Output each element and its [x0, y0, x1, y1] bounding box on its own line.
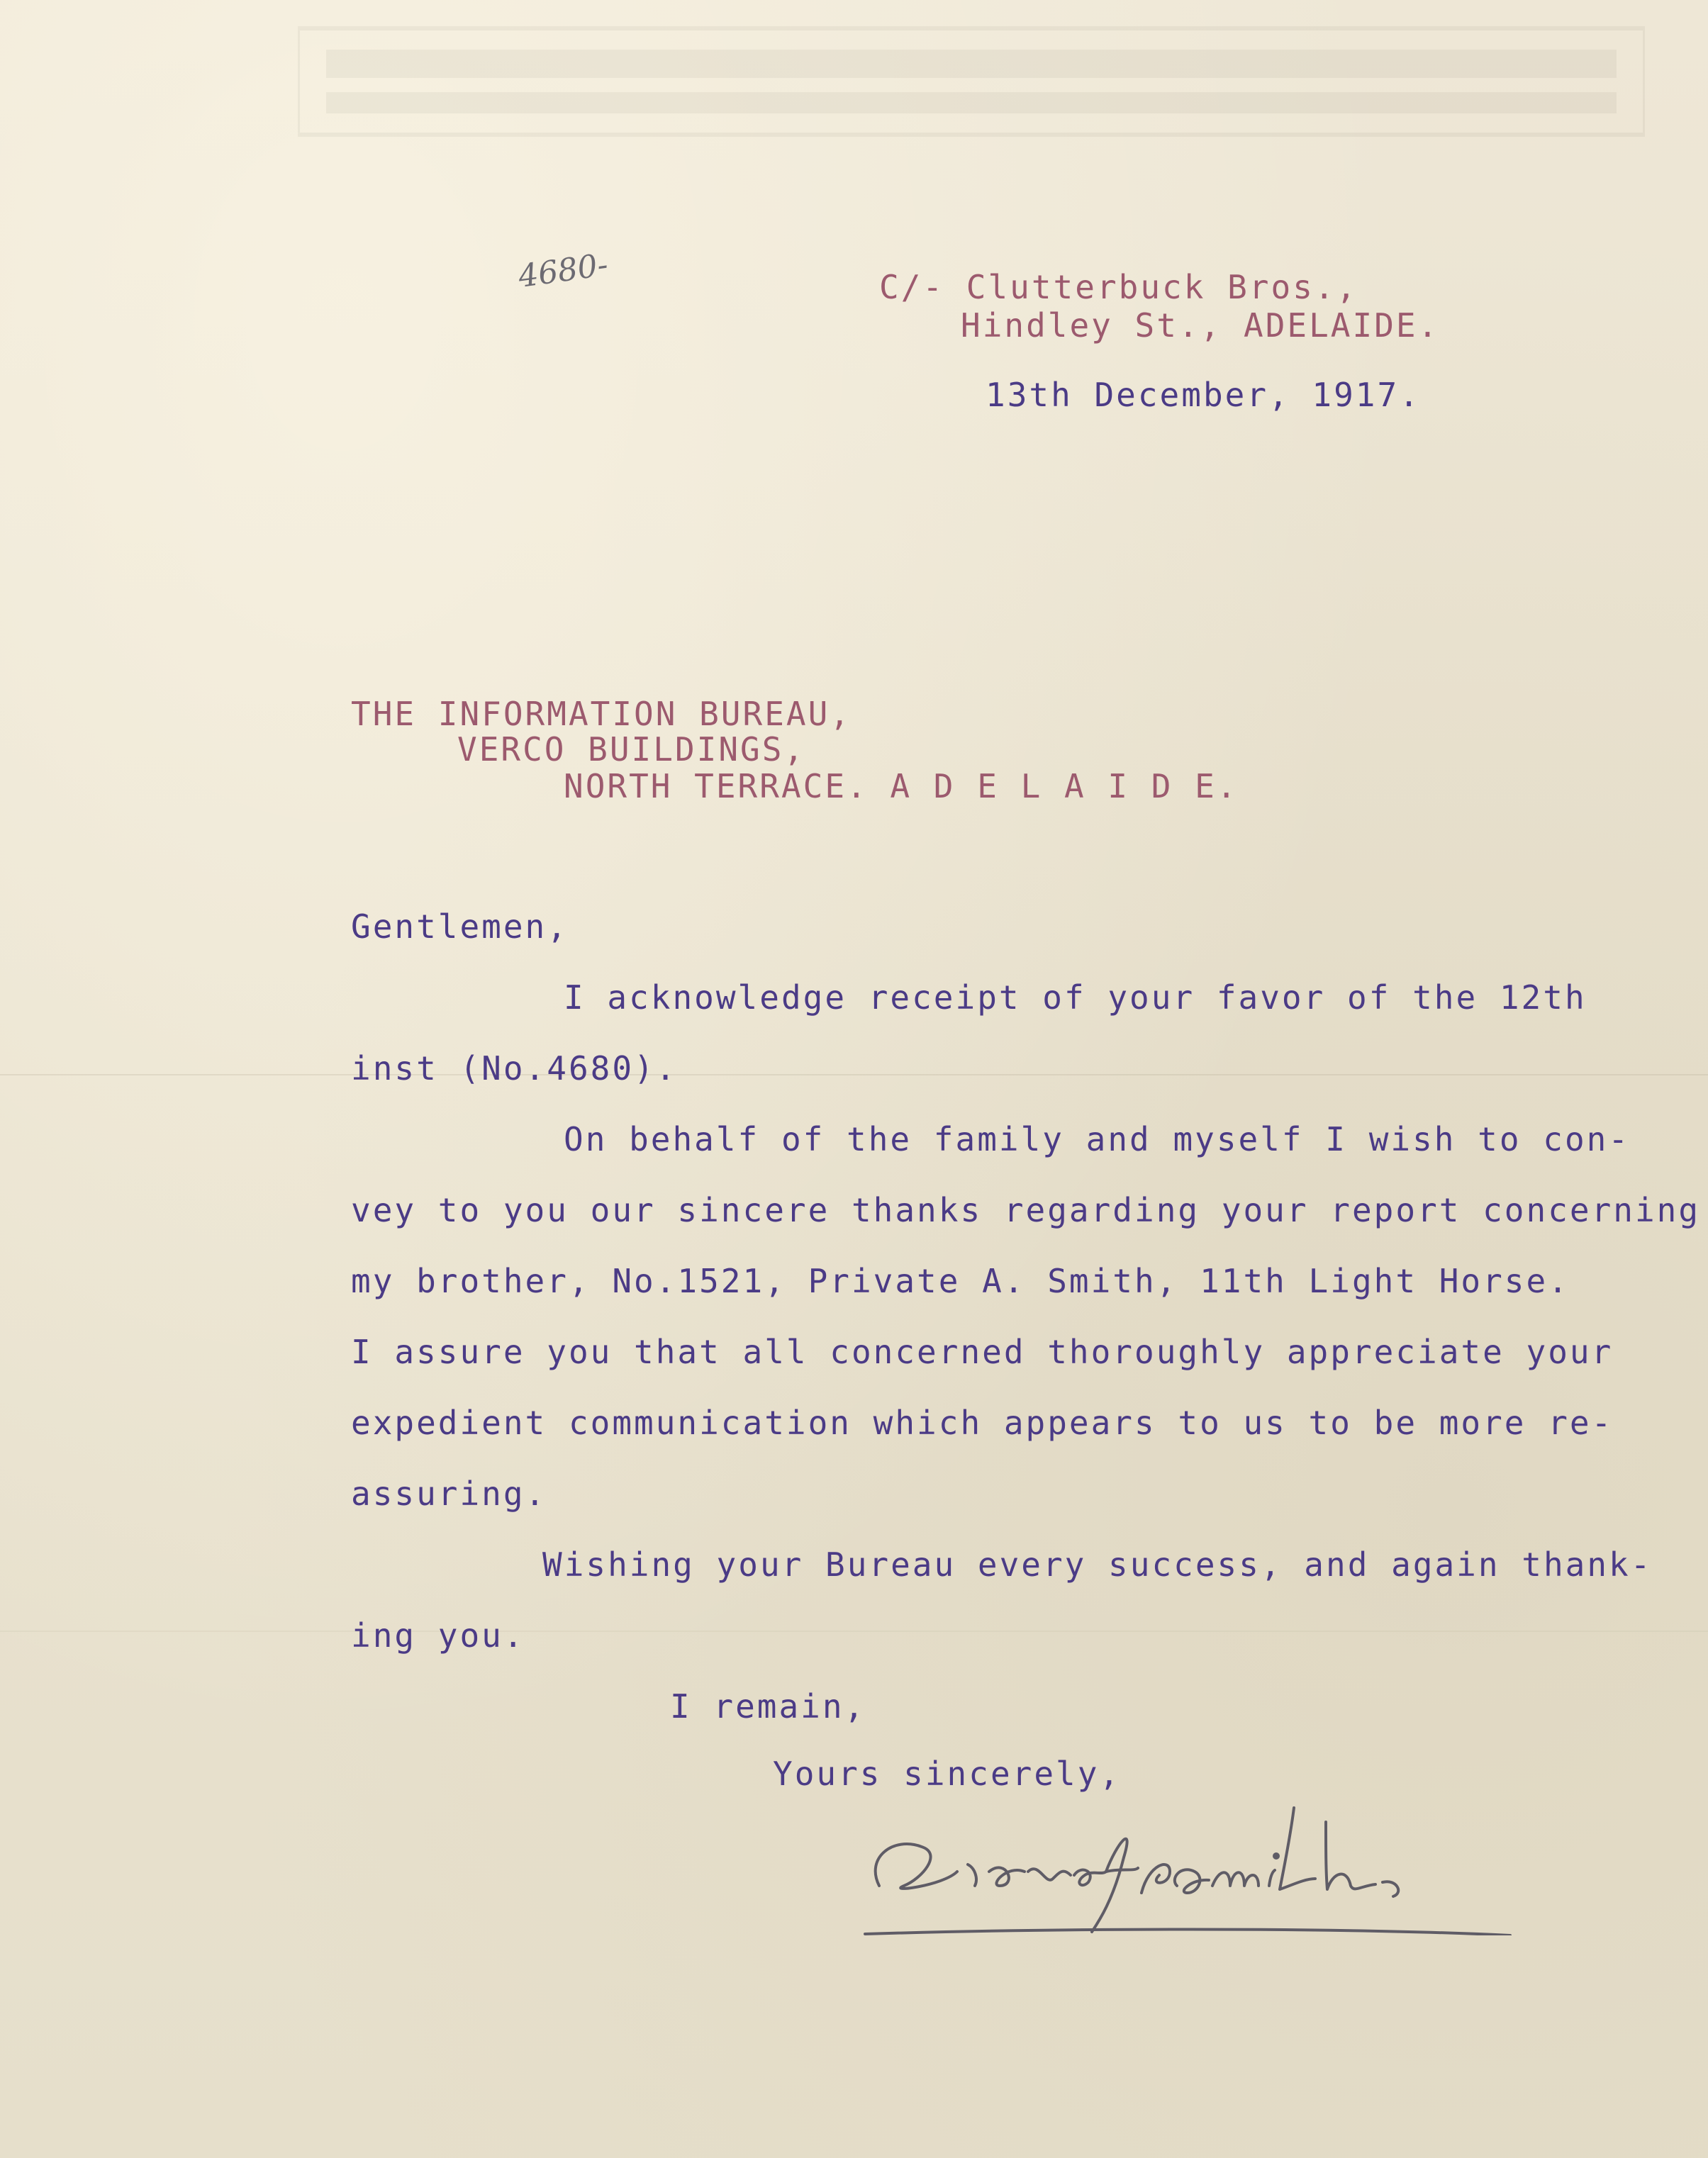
letter-date: 13th December, 1917. [986, 376, 1421, 414]
faded-letterhead-watermark [298, 14, 1645, 156]
body-line: I acknowledge receipt of your favor of the 12th [564, 978, 1587, 1017]
recipient-line-3: NORTH TERRACE. A D E L A I D E. [564, 767, 1239, 805]
recipient-line-2: VERCO BUILDINGS, [457, 730, 806, 768]
body-line: my brother, No.1521, Private A. Smith, 11th Light Horse. [351, 1262, 1570, 1300]
body-line: ing you. [351, 1616, 525, 1655]
body-line: assuring. [351, 1475, 547, 1513]
closing-line-1: I remain, [670, 1687, 866, 1726]
closing-line-2: Yours sincerely, [773, 1755, 1122, 1793]
handwritten-signature [837, 1779, 1531, 1935]
sender-address-line-2: Hindley St., ADELAIDE. [961, 306, 1440, 345]
recipient-line-1: THE INFORMATION BUREAU, [351, 695, 852, 733]
paper-fold-line [0, 1631, 1708, 1632]
paper-fold-line [0, 1074, 1708, 1075]
salutation: Gentlemen, [351, 907, 569, 946]
sender-address-line-1: C/- Clutterbuck Bros., [879, 268, 1358, 306]
body-line: On behalf of the family and myself I wish to con- [564, 1120, 1631, 1158]
body-line: Wishing your Bureau every success, and again thank- [542, 1545, 1653, 1584]
archive-reference-note: 4680- [515, 246, 610, 295]
body-line: I assure you that all concerned thoroughly appreciate your [351, 1333, 1614, 1371]
body-line: vey to you our sincere thanks regarding your report concerning [351, 1191, 1701, 1229]
body-line: inst (No.4680). [351, 1049, 678, 1088]
body-line: expedient communication which appears to us to be more re- [351, 1404, 1614, 1442]
